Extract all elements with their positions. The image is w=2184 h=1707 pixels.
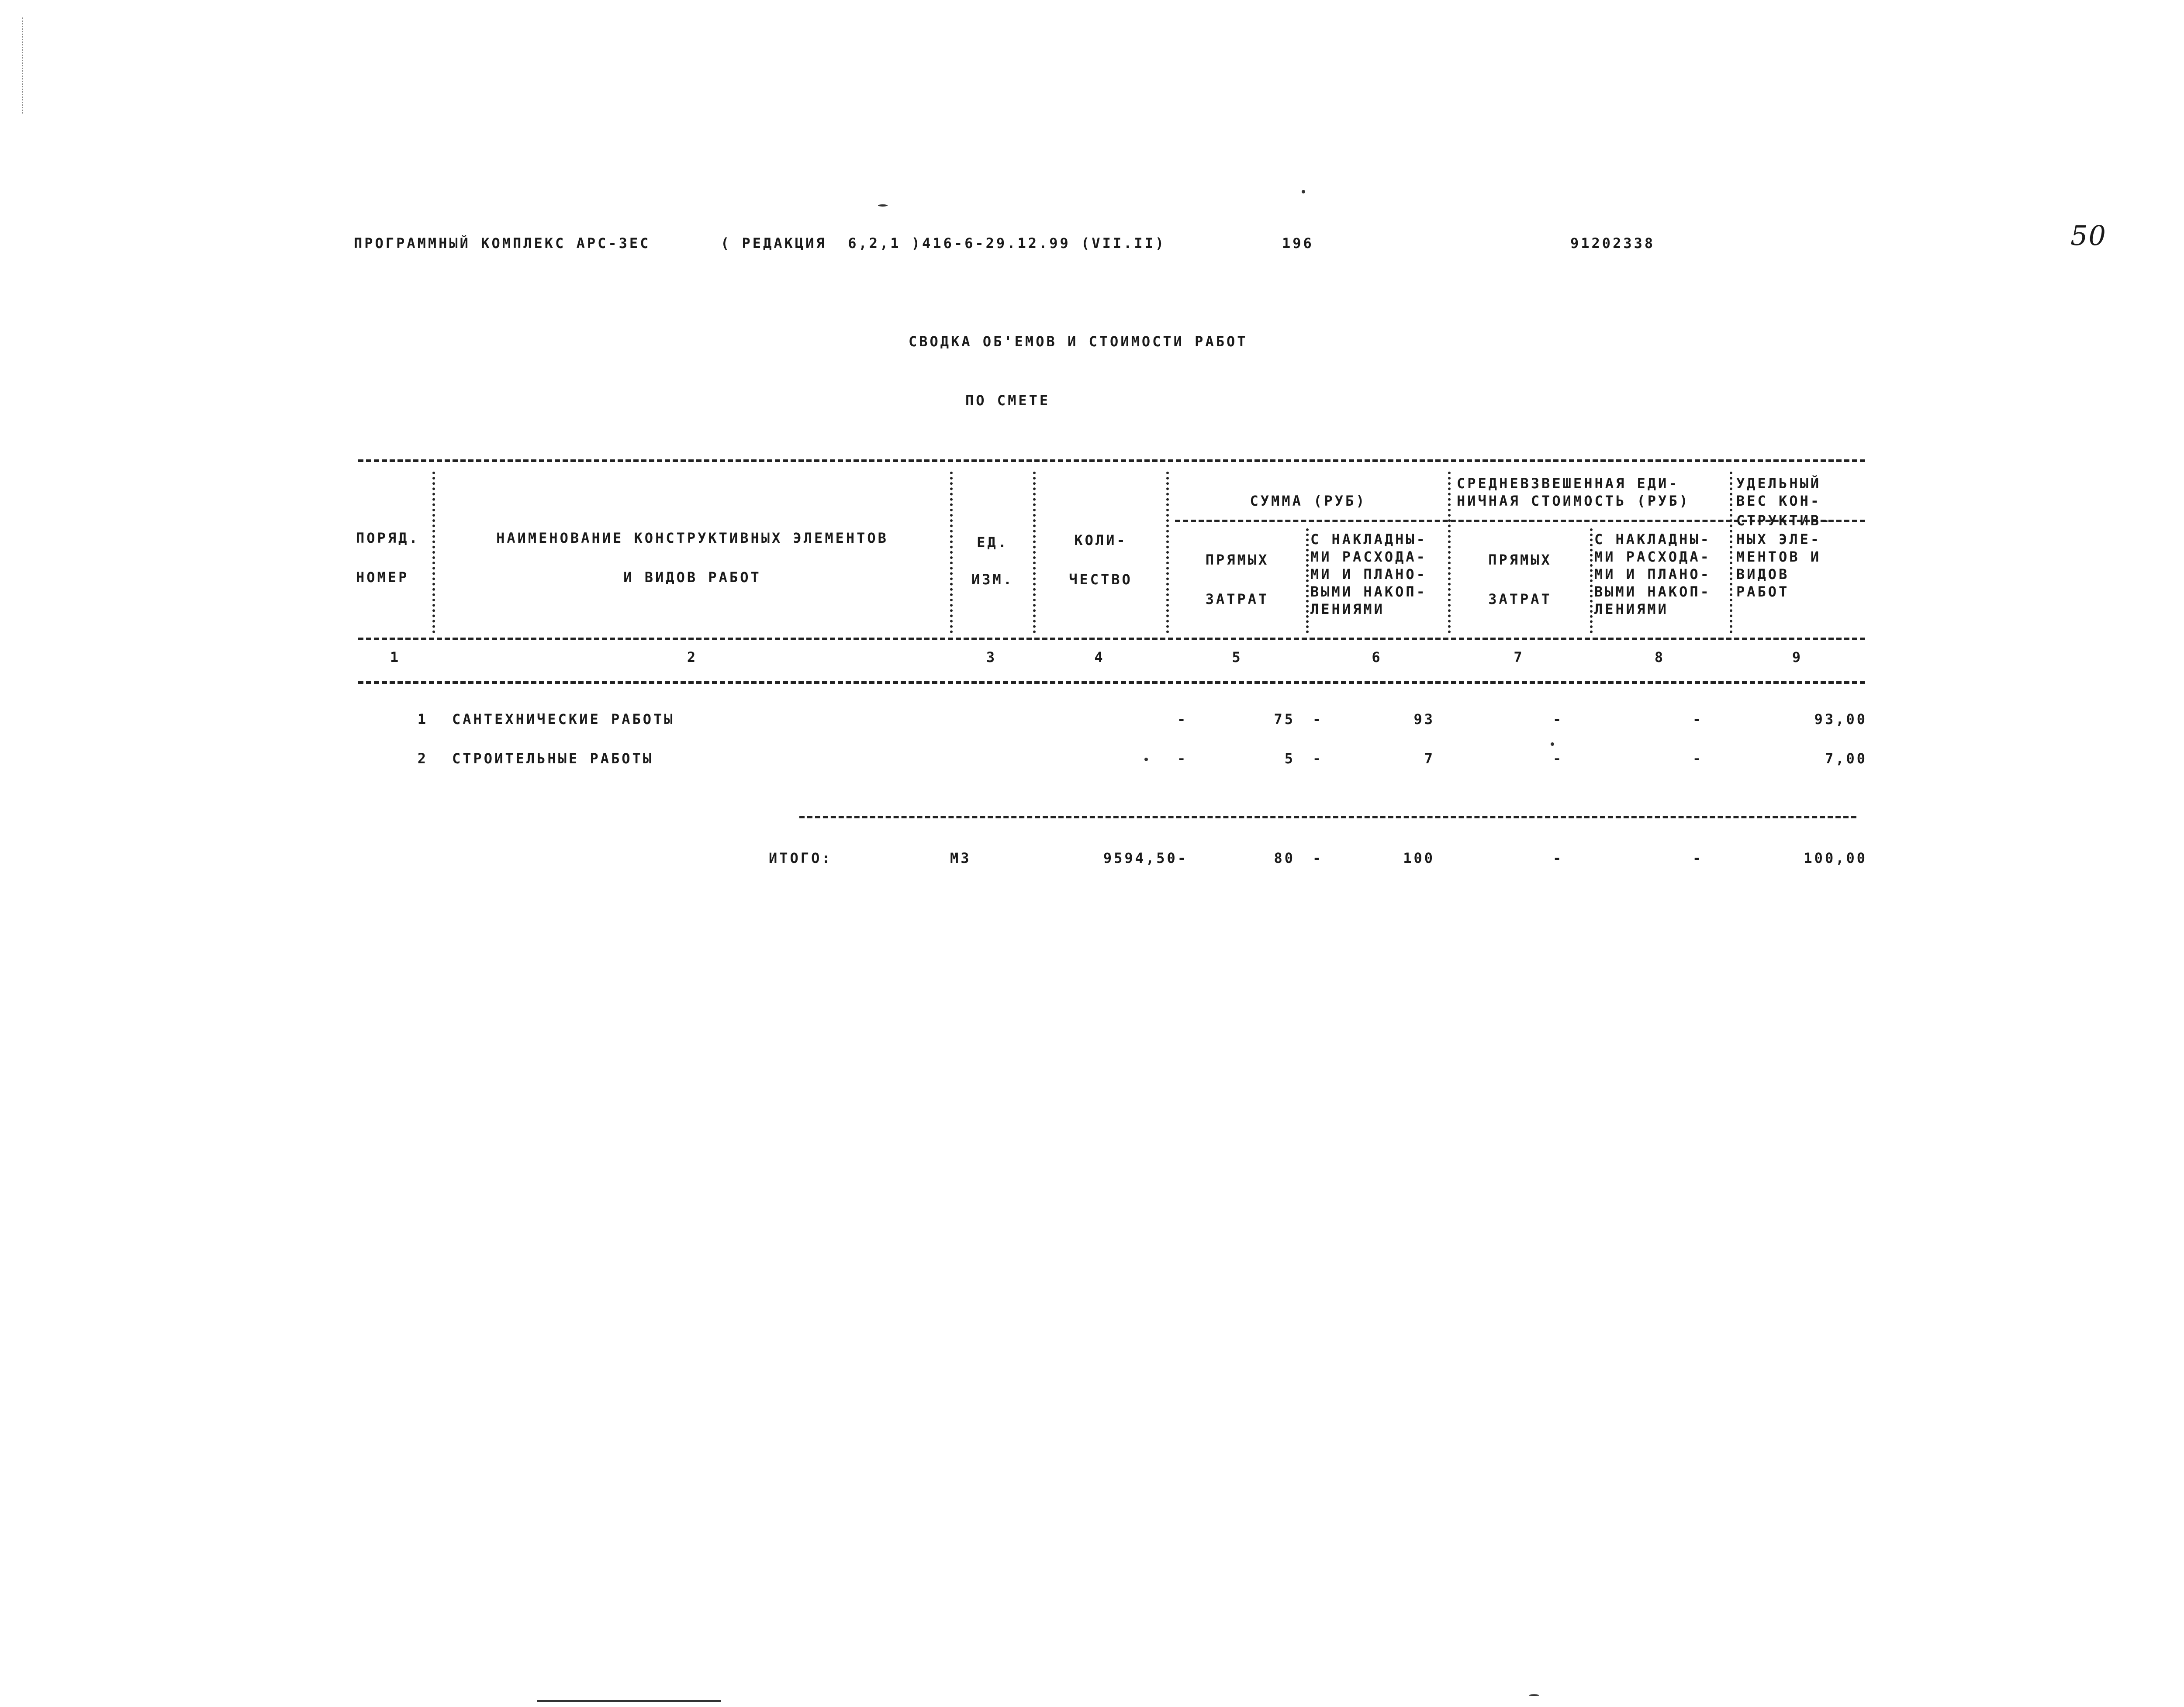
row2-direct-sum: 5 xyxy=(1284,750,1295,767)
col8-header-5: ЛЕНИЯМИ xyxy=(1594,601,1669,617)
row2-dash: - xyxy=(1313,750,1324,767)
col-num-header-2: НОМЕР xyxy=(356,569,409,586)
col-number: 5 xyxy=(1232,649,1243,666)
row1-dash: - xyxy=(1177,711,1188,728)
document-title: СВОДКА ОБ'ЕМОВ И СТОИМОСТИ РАБОТ xyxy=(909,333,1248,350)
margin-mark xyxy=(22,17,23,114)
col5-header-1: ПРЯМЫХ xyxy=(1205,552,1269,568)
scan-speck xyxy=(1529,1694,1539,1696)
total-rule xyxy=(799,816,1856,818)
col-number: 6 xyxy=(1372,649,1382,666)
header-bottom-rule xyxy=(358,638,1865,640)
row2-weight: 7,00 xyxy=(1825,750,1867,767)
row2-number: 2 xyxy=(417,750,428,767)
col-separator xyxy=(1033,472,1036,633)
col-separator xyxy=(1448,472,1451,633)
col7-header-1: ПРЯМЫХ xyxy=(1488,552,1552,568)
document-code: 91202338 xyxy=(1570,235,1655,252)
col-number: 2 xyxy=(687,649,698,666)
col6-header-3: МИ И ПЛАНО- xyxy=(1310,566,1427,583)
total-avg-overhead: - xyxy=(1693,850,1704,866)
col5-header-2: ЗАТРАТ xyxy=(1205,591,1269,607)
col-separator xyxy=(1306,528,1309,633)
col-number: 3 xyxy=(986,649,997,666)
scan-speck xyxy=(537,1700,721,1702)
col9-header-4: НЫХ ЭЛЕ- xyxy=(1736,531,1821,548)
col-qty-header-2: ЧЕСТВО xyxy=(1069,571,1133,588)
col-unit-header-1: ЕД. xyxy=(977,534,1009,551)
col8-header-4: ВЫМИ НАКОП- xyxy=(1594,583,1711,600)
sum-group-header: СУММА (РУБ) xyxy=(1250,493,1367,509)
col-name-header-1: НАИМЕНОВАНИЕ КОНСТРУКТИВНЫХ ЭЛЕМЕНТОВ xyxy=(496,530,888,546)
col-number: 9 xyxy=(1792,649,1803,666)
total-weight: 100,00 xyxy=(1804,850,1867,866)
document-subtitle: ПО СМЕТЕ xyxy=(965,392,1051,409)
col6-header-1: С НАКЛАДНЫ- xyxy=(1310,531,1427,548)
row2-avg-direct: - xyxy=(1553,750,1564,767)
col-separator xyxy=(1590,528,1593,633)
total-overhead-sum: 100 xyxy=(1403,850,1435,866)
row1-name: САНТЕХНИЧЕСКИЕ РАБОТЫ xyxy=(452,711,675,728)
col9-header-7: РАБОТ xyxy=(1736,583,1790,600)
scan-speck xyxy=(1302,190,1305,193)
col-qty-header-1: КОЛИ- xyxy=(1074,532,1127,548)
col6-header-5: ЛЕНИЯМИ xyxy=(1310,601,1385,617)
program-name: ПРОГРАММНЫЙ КОМПЛЕКС АРС-ЗЕС xyxy=(354,235,651,252)
edition-info: ( РЕДАКЦИЯ 6,2,1 )416-6-29.12.99 (VII.II) xyxy=(721,235,1166,252)
col8-header-1: С НАКЛАДНЫ- xyxy=(1594,531,1711,548)
col-number: 4 xyxy=(1094,649,1105,666)
col-separator xyxy=(432,472,435,633)
row1-avg-direct: - xyxy=(1553,711,1564,728)
col9-header-6: ВИДОВ xyxy=(1736,566,1790,583)
total-direct-sum: 80 xyxy=(1274,850,1295,866)
col-separator xyxy=(1730,472,1732,633)
col6-header-2: МИ РАСХОДА- xyxy=(1310,548,1427,565)
col-number: 1 xyxy=(390,649,401,666)
total-dash: - xyxy=(1313,850,1324,866)
col7-header-2: ЗАТРАТ xyxy=(1488,591,1552,607)
avg-group-header-2: НИЧНАЯ СТОИМОСТЬ (РУБ) xyxy=(1457,493,1690,509)
row1-direct-sum: 75 xyxy=(1274,711,1295,728)
total-unit: М3 xyxy=(950,850,971,866)
col9-header-5: МЕНТОВ И xyxy=(1736,548,1821,565)
row2-avg-overhead: - xyxy=(1693,750,1704,767)
col-number: 8 xyxy=(1654,649,1666,666)
row1-avg-overhead: - xyxy=(1693,711,1704,728)
col9-header-2: ВЕС КОН- xyxy=(1736,493,1821,509)
col-unit-header-2: ИЗМ. xyxy=(971,571,1014,588)
table-top-rule xyxy=(358,459,1865,462)
col-separator xyxy=(1166,472,1169,633)
col8-header-2: МИ РАСХОДА- xyxy=(1594,548,1711,565)
col-number: 7 xyxy=(1514,649,1524,666)
total-quantity: 9594,50- xyxy=(1103,850,1188,866)
col8-header-3: МИ И ПЛАНО- xyxy=(1594,566,1711,583)
row1-dash: - xyxy=(1313,711,1324,728)
handwritten-page-number: 50 xyxy=(2070,220,2107,252)
total-avg-direct: - xyxy=(1553,850,1564,866)
total-label: ИТОГО: xyxy=(769,850,833,866)
row1-weight: 93,00 xyxy=(1814,711,1867,728)
avg-group-header-1: СРЕДНЕВЗВЕШЕННАЯ ЕДИ- xyxy=(1457,475,1679,492)
col9-header-3: СТРУКТИВ- xyxy=(1736,512,1832,529)
col-name-header-2: И ВИДОВ РАБОТ xyxy=(623,569,761,586)
row1-number: 1 xyxy=(417,711,428,728)
sheet-number: 196 xyxy=(1282,235,1314,252)
scan-speck xyxy=(1551,742,1554,746)
col9-header-1: УДЕЛЬНЫЙ xyxy=(1736,475,1821,492)
column-number-rule xyxy=(358,681,1865,684)
scan-speck xyxy=(1144,758,1148,761)
row2-dash: - xyxy=(1177,750,1188,767)
row1-overhead-sum: 93 xyxy=(1413,711,1435,728)
col-separator xyxy=(950,472,953,633)
col-num-header-1: ПОРЯД. xyxy=(356,530,420,546)
col6-header-4: ВЫМИ НАКОП- xyxy=(1310,583,1427,600)
row2-name: СТРОИТЕЛЬНЫЕ РАБОТЫ xyxy=(452,750,654,767)
row2-overhead-sum: 7 xyxy=(1424,750,1435,767)
scan-speck xyxy=(878,204,888,207)
